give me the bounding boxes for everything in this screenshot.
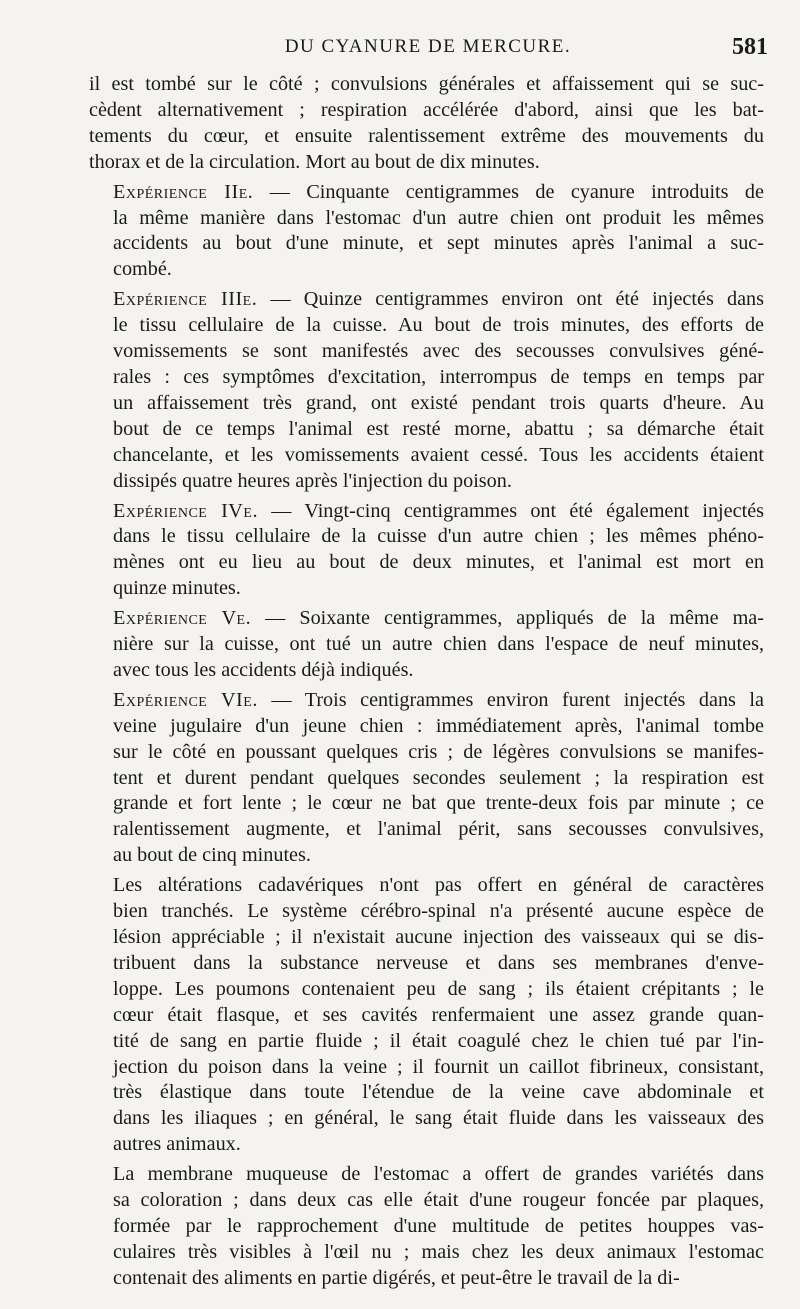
- text-line: [89, 313, 764, 339]
- running-title: DU CYANURE DE MERCURE.: [284, 36, 572, 57]
- text-line: [89, 550, 764, 576]
- text-line: [89, 365, 764, 391]
- running-head: [88, 34, 768, 62]
- experiment-paragraph: [89, 180, 764, 284]
- text-line: [89, 766, 764, 792]
- body-text: [89, 72, 764, 1292]
- text-line: [89, 791, 764, 817]
- line-text: très élastique dans toute l'étendue de la veine cave abdominale et: [113, 1081, 764, 1104]
- line-text: Les altérations cadavériques n'ont pas offert en général de caractères: [113, 874, 764, 897]
- text-line: [89, 257, 764, 283]
- text-line: [89, 1214, 764, 1240]
- line-text: veine jugulaire d'un jeune chien : immédiatement après, l'animal tombe: [113, 714, 764, 737]
- text-line: [89, 1080, 764, 1106]
- line-text: le tissu cellulaire de la cuisse. Au bout de trois minutes, des efforts de: [113, 314, 764, 337]
- line-text: tribuent dans la substance nerveuse et dans ses membranes d'enve-: [113, 951, 764, 974]
- line-text: lésion appréciable ; il n'existait aucune injection des vaisseaux qui se dis-: [113, 926, 764, 948]
- line-text: dans les iliaques ; en général, le sang était fluide dans les vaisseaux des: [113, 1107, 764, 1130]
- line-text: ralentissement augmente, et l'animal périt, sans secousses convulsives,: [113, 818, 764, 841]
- line-text: combé.: [113, 258, 172, 281]
- line-text: sur le côté en poussant quelques cris ; de légères convulsions se manifes-: [113, 740, 764, 763]
- line-text: thorax et de la circulation. Mort au bout de dix minutes.: [89, 150, 540, 173]
- line-text: mènes ont eu lieu au bout de deux minutes, et l'animal est mort en: [113, 551, 764, 574]
- line-text: — Quinze centigrammes environ ont été injectés dans: [257, 288, 764, 311]
- line-text: un affaissement très grand, ont existé pendant trois quarts d'heure. Au: [113, 391, 764, 414]
- text-line: [89, 873, 764, 899]
- text-line: [89, 576, 764, 602]
- line-text: quinze minutes.: [113, 577, 241, 600]
- text-line: [89, 499, 764, 525]
- line-text: tité de sang en partie fluide ; il était coagulé chez le chien tué par l'in-: [113, 1029, 764, 1052]
- text-line: [89, 98, 764, 124]
- experiment-label: Expérience Ve.: [113, 607, 252, 630]
- experiment-label: Expérience VIe.: [113, 688, 258, 711]
- text-line: [89, 391, 764, 417]
- line-text: La membrane muqueuse de l'estomac a offert de grandes variétés dans: [113, 1163, 764, 1186]
- line-text: rales : ces symptômes d'excitation, interrompus de temps en temps par: [113, 365, 764, 388]
- line-text: tements du cœur, et ensuite ralentissement extrême des mouvements du: [89, 124, 764, 147]
- text-line: [89, 925, 764, 951]
- line-text: vomissements se sont manifestés avec des secousses convulsives géné-: [113, 340, 764, 363]
- line-text: tent et durent pendant quelques secondes seulement ; la respiration est: [113, 766, 764, 789]
- paragraph: [89, 72, 764, 176]
- experiment-label: Expérience IIe.: [113, 180, 254, 203]
- text-line: [89, 899, 764, 925]
- text-line: [89, 150, 764, 176]
- line-text: accidents au bout d'une minute, et sept minutes après l'animal a suc-: [113, 232, 764, 255]
- line-text: jection du poison dans la veine ; il fournit un caillot fibrineux, consistant,: [113, 1055, 764, 1078]
- experiment-label: Expérience IIIe.: [113, 288, 258, 311]
- text-line: [89, 287, 764, 313]
- line-text: nière sur la cuisse, ont tué un autre chien dans l'espace de neuf minutes,: [113, 633, 764, 656]
- line-text: chancelante, et les vomissements avaient cessé. Tous les accidents étaient: [113, 443, 764, 466]
- line-text: — Vingt-cinq centigrammes ont été également injectés: [258, 499, 765, 522]
- text-line: [89, 606, 764, 632]
- text-line: [89, 339, 764, 365]
- line-text: cèdent alternativement ; respiration accélérée d'abord, ainsi que les bat-: [89, 98, 764, 121]
- text-line: [89, 1029, 764, 1055]
- text-line: [89, 1266, 764, 1292]
- line-text: sa coloration ; dans deux cas elle était d'une rougeur foncée par plaques,: [113, 1189, 764, 1212]
- text-line: [89, 1106, 764, 1132]
- line-text: bien tranchés. Le système cérébro-spinal n'a présenté aucune espèce de: [113, 900, 764, 923]
- text-line: [89, 977, 764, 1003]
- line-text: cœur était flasque, et ses cavités renfermaient une assez grande quan-: [113, 1003, 764, 1026]
- paragraph: [89, 1162, 764, 1292]
- line-text: formée par le rapprochement d'une multitude de petites houppes vas-: [113, 1214, 764, 1237]
- line-text: loppe. Les poumons contenaient peu de sang ; ils étaient crépitants ; le: [113, 977, 764, 1000]
- text-line: [89, 714, 764, 740]
- text-line: [89, 180, 764, 206]
- line-text: grande et fort lente ; le cœur ne bat que trente-deux fois par minute ; ce: [113, 792, 764, 815]
- text-line: [89, 951, 764, 977]
- text-line: [89, 658, 764, 684]
- line-text: au bout de cinq minutes.: [113, 844, 311, 867]
- line-text: bout de ce temps l'animal est resté morne, abattu ; sa démarche était: [113, 417, 764, 440]
- line-text: avec tous les accidents déjà indiqués.: [113, 658, 414, 681]
- experiment-paragraph: [89, 287, 764, 494]
- text-line: [89, 1162, 764, 1188]
- text-line: [89, 469, 764, 495]
- experiment-paragraph: [89, 499, 764, 603]
- text-line: [89, 524, 764, 550]
- text-line: [89, 817, 764, 843]
- experiment-label: Expérience IVe.: [113, 499, 258, 522]
- text-line: [89, 1188, 764, 1214]
- line-text: contenait des aliments en partie digérés, et peut-être le travail de la di-: [113, 1266, 680, 1289]
- text-line: [89, 843, 764, 869]
- line-text: — Cinquante centigrammes de cyanure introduits de: [253, 180, 764, 203]
- page-number: 581: [732, 34, 768, 60]
- line-text: la même manière dans l'estomac d'un autre chien ont produit les mêmes: [113, 206, 764, 229]
- line-text: dans le tissu cellulaire de la cuisse d'un autre chien ; les mêmes phéno-: [113, 525, 764, 548]
- text-line: [89, 443, 764, 469]
- line-text: — Trois centigrammes environ furent injectés dans la: [257, 688, 764, 711]
- line-text: autres animaux.: [113, 1133, 241, 1156]
- paragraph: [89, 873, 764, 1158]
- line-text: culaires très visibles à l'œil nu ; mais chez les deux animaux l'estomac: [113, 1240, 764, 1263]
- line-text: il est tombé sur le côté ; convulsions générales et affaissement qui se suc-: [89, 73, 764, 95]
- text-line: [89, 1055, 764, 1081]
- text-line: [89, 206, 764, 232]
- text-line: [89, 417, 764, 443]
- line-text: — Soixante centigrammes, appliqués de la même ma-: [251, 607, 764, 630]
- line-text: dissipés quatre heures après l'injection du poison.: [113, 469, 512, 492]
- experiment-paragraph: [89, 688, 764, 869]
- text-line: [89, 1132, 764, 1158]
- text-line: [89, 124, 764, 150]
- text-line: [89, 1240, 764, 1266]
- text-line: [89, 72, 764, 98]
- text-line: [89, 632, 764, 658]
- text-line: [89, 1003, 764, 1029]
- text-line: [89, 740, 764, 766]
- experiment-paragraph: [89, 606, 764, 684]
- text-line: [89, 688, 764, 714]
- text-line: [89, 231, 764, 257]
